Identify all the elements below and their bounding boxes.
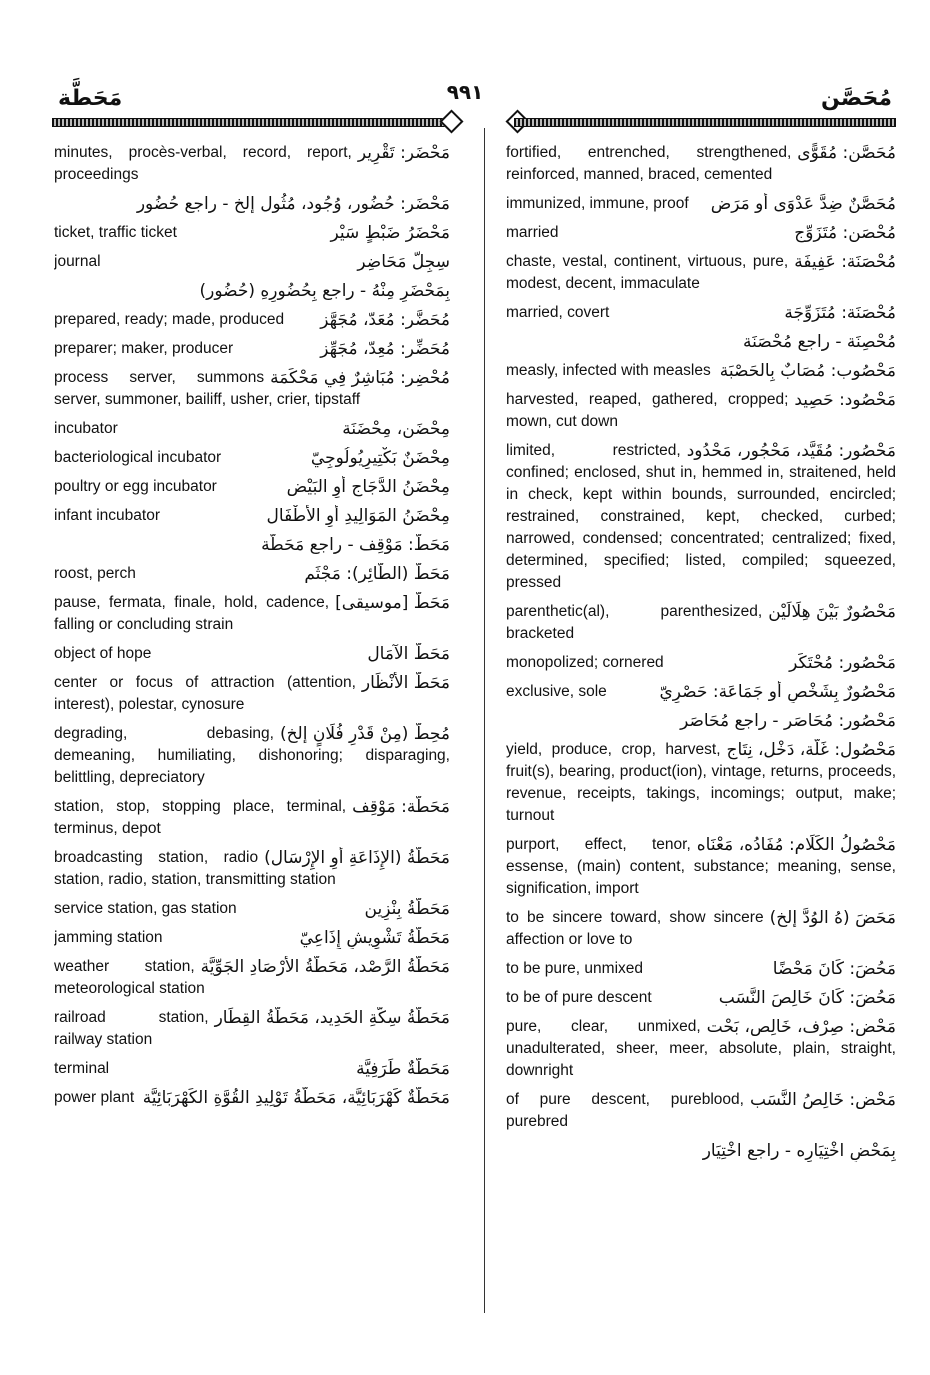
arabic-headword: مَحْصُور: مُحَاصَر - راجع مُحَاصَر	[680, 711, 896, 731]
dictionary-entry	[54, 898, 450, 920]
arabic-headword: مَحْصُور: مُقَيَّد، مَحْجُور، مَحْدُود	[686, 441, 896, 461]
dictionary-entry	[54, 927, 450, 949]
arabic-headword: مُحَضِّر: مُعِدّ، مُجَهِّز	[320, 339, 450, 359]
arabic-headword: مُحْصَنَة: مُتَزَوِّجَة	[784, 303, 896, 323]
english-definition: journal	[54, 253, 101, 270]
dictionary-entry	[54, 193, 450, 215]
dictionary-entry	[54, 672, 450, 716]
arabic-headword: مَحَطُّ الأَنْظَار	[361, 673, 450, 693]
column-divider	[484, 128, 485, 1313]
dictionary-entry	[506, 142, 896, 186]
arabic-headword: مَحْصُوب: مُصَابٌ بِالحَصْبَة	[719, 361, 896, 381]
english-definition: exclusive, sole	[506, 683, 607, 700]
arabic-headword: مَحْضَر: حُضُور، وُجُود، مُثُول إلخ - راجع حُضُور	[136, 194, 450, 214]
english-definition: service station, gas station	[54, 900, 237, 917]
arabic-headword: مَحَضَ (هُ الوُدَّ إلخ)	[769, 908, 896, 928]
english-definition: station, stop, stopping place, terminal, terminus, depot	[54, 798, 347, 837]
arabic-headword: مَحَطَّةٌ طَرَفِيَّة	[356, 1059, 450, 1079]
arabic-headword: مَحْصُود: حَصِيد	[794, 390, 896, 410]
english-definition: terminal	[54, 1060, 110, 1077]
dictionary-entry	[506, 360, 896, 382]
dictionary-entry	[506, 251, 896, 295]
dictionary-entry	[506, 681, 896, 703]
english-definition: to be sincere toward, show sincere affection or love to	[506, 909, 764, 948]
page-header	[0, 0, 930, 140]
dictionary-entry	[54, 505, 450, 527]
dictionary-entry	[506, 652, 896, 674]
dictionary-entry	[506, 389, 896, 433]
arabic-headword: بِمَحْضِ اخْتِيَارِه - راجع اخْتِيَار	[702, 1141, 896, 1161]
arabic-headword: مَحَطّ (الطَّائِر): مَجْثَم	[304, 564, 450, 584]
arabic-headword: مَحْضَر: تَقْرِير	[357, 143, 450, 163]
english-definition: chaste, vestal, continent, virtuous, pure, modest, decent, immaculate	[506, 253, 789, 292]
arabic-headword: مَحَطَّةُ الرَّصْد، مَحَطَّةُ الأَرْصَادِ الجَوِّيَّة	[200, 957, 450, 977]
arabic-headword: مَحْض: صِرْف، خَالِص، بَحْت	[706, 1017, 896, 1037]
arabic-headword: مُحَصَّنٌ ضِدَّ عَدْوَى أو مَرَض	[710, 194, 896, 214]
arabic-headword: مَحَطَّةُ بِنْزِين	[364, 899, 450, 919]
arabic-headword: مَحْصُولُ الكَلَام: مُفَادُه، مَعْنَاه	[696, 835, 896, 855]
guide-word-left: مَحَطَّة	[58, 86, 123, 111]
dictionary-entry	[54, 1058, 450, 1080]
english-definition: harvested, reaped, gathered, cropped; mown, cut down	[506, 391, 789, 430]
arabic-headword: مَحْصُورٌ بِشَخْصٍ أو جَمَاعَة: حَصْرِيّ	[659, 682, 896, 702]
arabic-headword: مَحَطّ [موسيقى]	[335, 593, 450, 613]
arabic-headword: مَحْضَرُ ضَبْطٍ سَيْر	[330, 223, 450, 243]
dictionary-entry	[54, 367, 450, 411]
dictionary-entry	[54, 142, 450, 186]
arabic-headword: مِحْضَنُ الدَّجَاجِ أَوِ البَيْض	[286, 477, 450, 497]
english-definition: measly, infected with measles	[506, 362, 711, 379]
dictionary-entry	[54, 563, 450, 585]
dictionary-entry	[506, 440, 896, 594]
english-definition: degrading, debasing, demeaning, humiliating, dishonoring; disparaging, belittling, depreciatory	[54, 725, 450, 786]
page-number: ٩٩١	[446, 80, 484, 104]
arabic-headword: مَحَطُّ الآمَال	[367, 644, 450, 664]
english-definition: railroad station, railway station	[54, 1009, 209, 1048]
diamond-ornament-left	[439, 109, 463, 133]
english-definition: of pure descent, pureblood, purebred	[506, 1091, 744, 1130]
arabic-headword: مُحَضَّر: مُعَدّ، مُجَهَّز	[320, 310, 450, 330]
arabic-headword: مَحَطَّةُ سِكَّةِ الحَدِيد، مَحَطَّةُ القِطَار	[214, 1008, 450, 1028]
dictionary-entry	[506, 1089, 896, 1133]
guide-word-right: مُحَصَّن	[821, 86, 892, 111]
english-definition: jamming station	[54, 929, 163, 946]
arabic-headword: مِحْضَن، مِحْضَنَة	[342, 419, 450, 439]
arabic-headword: مَحُضَ: كَانَ خَالِصَ النَّسَب	[718, 988, 896, 1008]
english-definition: object of hope	[54, 645, 152, 662]
english-definition: ticket, traffic ticket	[54, 224, 177, 241]
english-definition: pure, clear, unmixed, unadulterated, sheer, meer, absolute, plain, straight, downright	[506, 1018, 896, 1079]
dictionary-entry	[54, 309, 450, 331]
dictionary-entry	[54, 280, 450, 302]
arabic-headword: مَحَطَّةٌ كَهْرَبَائِيَّة، مَحَطَّةُ تَوْلِيدِ القُوَّةِ الكَهْرَبَائِيَّة	[142, 1088, 450, 1108]
left-column	[54, 142, 450, 1116]
dictionary-entry	[54, 447, 450, 469]
arabic-headword: مُحْصَن: مُتَزَوِّج	[794, 223, 896, 243]
arabic-headword: مَحْض: خَالِصُ النَّسَب	[749, 1090, 896, 1110]
dictionary-entry	[506, 739, 896, 827]
english-definition: pause, fermata, finale, hold, cadence, falling or concluding strain	[54, 594, 330, 633]
english-definition: immunized, immune, proof	[506, 195, 689, 212]
dictionary-entry	[506, 302, 896, 324]
dictionary-entry	[54, 476, 450, 498]
dictionary-entry	[54, 1007, 450, 1051]
dictionary-entry	[54, 723, 450, 789]
english-definition: center or focus of attraction (attention, interest), polestar, cynosure	[54, 674, 356, 713]
english-definition: to be of pure descent	[506, 989, 652, 1006]
dictionary-entry	[54, 534, 450, 556]
english-definition: bacteriological incubator	[54, 449, 222, 466]
english-definition: weather station, meteorological station	[54, 958, 205, 997]
arabic-headword: مِحْضَنُ المَوَالِيدِ أَوِ الأَطْفَال	[266, 506, 450, 526]
english-definition: poultry or egg incubator	[54, 478, 217, 495]
dictionary-entry	[54, 1087, 450, 1109]
arabic-headword: مُحِطّ (مِنْ قَدْرِ فُلَانٍ إلخ)	[279, 724, 450, 744]
english-definition: to be pure, unmixed	[506, 960, 644, 977]
english-definition: process server, summons server, summoner, bailiff, usher, crier, tipstaff	[54, 369, 361, 408]
english-definition: monopolized; cornered	[506, 654, 664, 671]
arabic-headword: مَحَطّ: مَوْقِف - راجع مَحَطَّة	[261, 535, 450, 555]
dictionary-entry	[54, 418, 450, 440]
dictionary-entry	[506, 987, 896, 1009]
right-column	[506, 142, 896, 1169]
arabic-headword: مُحْصَنَة: عَفِيفَة	[794, 252, 896, 272]
arabic-headword: مَحْصُور: مُحْتَكَر	[789, 653, 896, 673]
english-definition: fortified, entrenched, strengthened, reinforced, manned, braced, cemented	[506, 144, 792, 183]
dictionary-entry	[54, 251, 450, 273]
english-definition: minutes, procès-verbal, record, report, proceedings	[54, 144, 352, 183]
english-definition: power plant	[54, 1089, 135, 1106]
dictionary-entry	[506, 1140, 896, 1162]
dictionary-entry	[506, 193, 896, 215]
dictionary-entry	[54, 847, 450, 891]
dictionary-entry	[54, 796, 450, 840]
arabic-headword: سِجِلُّ مَحَاضِر	[357, 252, 450, 272]
dictionary-entry	[506, 958, 896, 980]
arabic-headword: مَحْصُورٌ بَيْنَ هِلَالَيْن	[768, 602, 896, 622]
dictionary-entry	[54, 592, 450, 636]
dictionary-entry	[506, 331, 896, 353]
dictionary-entry	[54, 338, 450, 360]
dictionary-entry	[506, 1016, 896, 1082]
arabic-headword: مَحَطَّة: مَوْقِف	[352, 797, 450, 817]
english-definition: married	[506, 224, 559, 241]
dictionary-entry	[506, 834, 896, 900]
english-definition: yield, produce, crop, harvest, fruit(s), bearing, product(ion), vintage, returns, proceeds, revenue, receipts, takings, incomings; output, make; turnout	[506, 741, 896, 824]
arabic-headword: مِحْضَنٌ بَكْتِيرِيُولُوجِيّ	[310, 448, 450, 468]
arabic-headword: مُحَصَّن: مُقَوًّى	[797, 143, 896, 163]
dictionary-entry	[54, 643, 450, 665]
english-definition: parenthetic(al), parenthesized, bracketed	[506, 603, 763, 642]
english-definition: purport, effect, tenor, essense, (main) content, substance; meaning, sense, signification, import	[506, 836, 896, 897]
arabic-headword: مُحْصِنَة - راجع مُحْصَنَة	[743, 332, 896, 352]
arabic-headword: بِمَحْضَرٍ مِنْهُ - راجع بِحُضُورِهِ (حُضُور)	[199, 281, 450, 301]
dictionary-entry	[506, 601, 896, 645]
arabic-headword: مَحَطَّةُ (الإِذَاعَةِ أَوِ الإِرْسَال)	[264, 848, 450, 868]
english-definition: limited, restricted, confined; enclosed, shut in, hemmed in, straitened, held in check, kept within bounds, surrounded, encircled; restrained, constrained, kept, checked, curbed; narrowed, condensed; concentrated; centralized; fixed, determined, specified; listed, compiled; squeezed, pressed	[506, 442, 896, 591]
header-rule-right	[514, 118, 896, 127]
dictionary-entry	[506, 907, 896, 951]
english-definition: broadcasting station, radio station, radio, station, transmitting station	[54, 849, 336, 888]
english-definition: married, covert	[506, 304, 610, 321]
arabic-headword: مَحَطَّةُ تَشْوِيشٍ إِذَاعِيّ	[299, 928, 450, 948]
dictionary-entry	[54, 222, 450, 244]
arabic-headword: مَحُضَ: كَانَ مَحْضًا	[772, 959, 896, 979]
english-definition: incubator	[54, 420, 118, 437]
dictionary-entry	[506, 222, 896, 244]
english-definition: preparer; maker, producer	[54, 340, 234, 357]
arabic-headword: مُحْضِر: مُبَاشِرٌ فِي مَحْكَمَة	[270, 368, 450, 388]
dictionary-entry	[54, 956, 450, 1000]
arabic-headword: مَحْصُول: غَلَّة، دَخْل، نِتَاج	[726, 740, 896, 760]
english-definition: prepared, ready; made, produced	[54, 311, 285, 328]
dictionary-entry	[506, 710, 896, 732]
header-rule-left	[52, 118, 450, 127]
english-definition: roost, perch	[54, 565, 136, 582]
english-definition: infant incubator	[54, 507, 160, 524]
